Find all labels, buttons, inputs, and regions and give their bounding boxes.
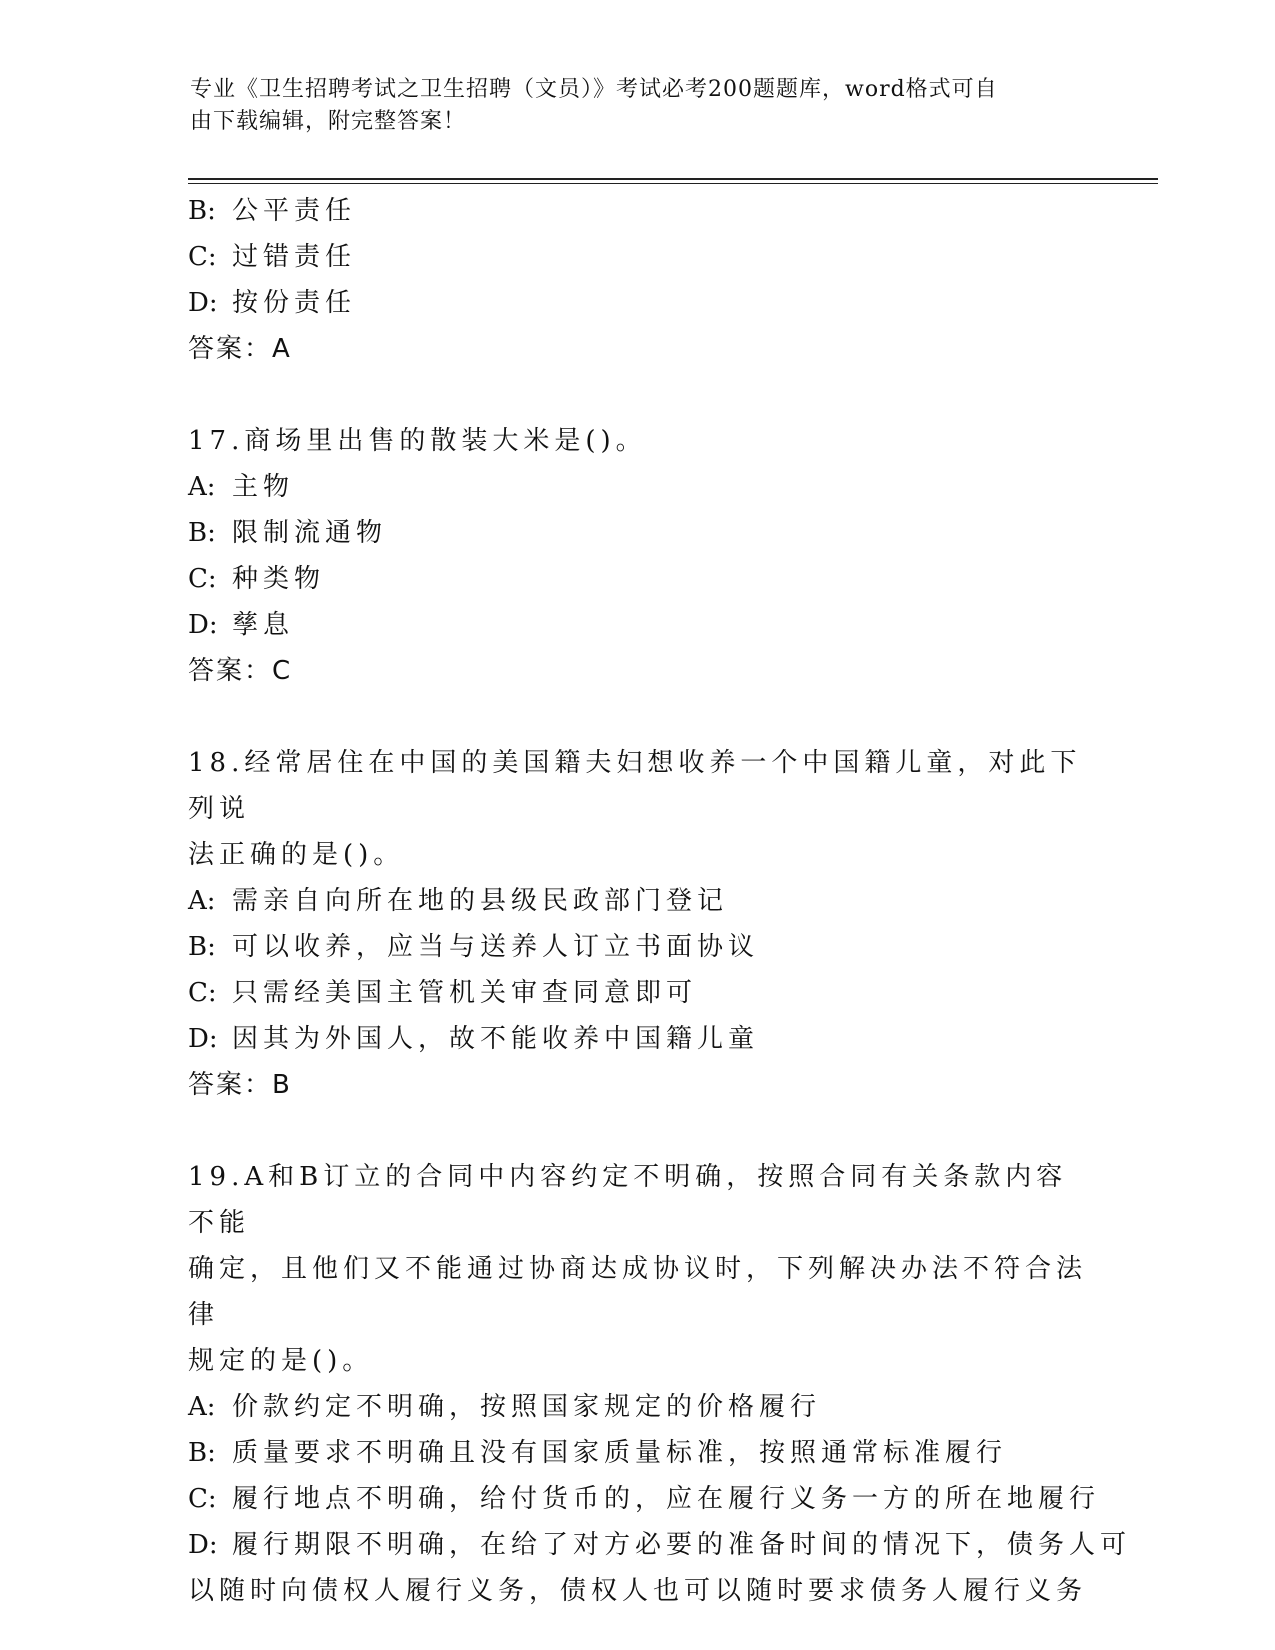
question-stem-line-1: 18.经常居住在中国的美国籍夫妇想收养一个中国籍儿童，对此下列说 [188,748,1082,824]
option-text: 可以收养，应当与送养人订立书面协议 [232,932,760,962]
page-header [190,74,1090,138]
option-d [188,1522,1132,1568]
option-d [188,1016,1088,1062]
option-text: 需亲自向所在地的县级民政部门登记 [232,886,729,916]
header-line-1: 专业《卫生招聘考试之卫生招聘（文员）》考试必考200题题库，word格式可自 [190,77,998,102]
option-c [188,1476,1101,1522]
option-label: B: [188,932,216,962]
option-c [188,970,1088,1016]
option-b [188,1430,1088,1476]
answer-line: 答案：A [188,334,292,364]
option-label: C: [188,1484,217,1514]
option-d [188,280,1088,326]
option-c [188,556,1088,602]
option-label: C: [188,242,217,272]
option-c [188,234,1088,280]
option-a [188,464,1088,510]
option-a [188,878,1088,924]
answer-line: 答案：C [188,656,293,686]
option-d-continued: 以随时向债权人履行义务，债权人也可以随时要求债务人履行义务 [188,1576,1088,1606]
option-text: 过错责任 [232,242,357,272]
option-label: B: [188,518,216,548]
option-label: D: [188,288,218,318]
option-label: D: [188,1530,218,1560]
option-b [188,510,1088,556]
option-text: 履行期限不明确，在给了对方必要的准备时间的情况下，债务人可 [232,1530,1132,1560]
question-stem-line-2: 确定，且他们又不能通过协商达成协议时，下列解决办法不符合法律 [188,1254,1088,1330]
question-17 [188,418,1088,694]
option-a [188,1384,1088,1430]
option-b [188,924,1088,970]
option-text: 质量要求不明确且没有国家质量标准，按照通常标准履行 [232,1438,1008,1468]
option-text: 因其为外国人，故不能收养中国籍儿童 [232,1024,760,1054]
option-d [188,602,1088,648]
option-label: B: [188,1438,216,1468]
header-divider-thick [188,178,1158,180]
option-label: C: [188,564,217,594]
option-label: A: [188,472,216,502]
question-16-continued [188,188,1088,372]
question-stem-line-2: 法正确的是()。 [188,840,405,870]
question-stem-line-1: 19.A和B订立的合同中内容约定不明确，按照合同有关条款内容不能 [188,1162,1068,1238]
option-label: C: [188,978,217,1008]
option-label: A: [188,1392,216,1422]
option-text: 限制流通物 [232,518,388,548]
option-text: 履行地点不明确，给付货币的，应在履行义务一方的所在地履行 [232,1484,1101,1514]
option-text: 公平责任 [232,196,357,226]
question-stem-line-3: 规定的是()。 [188,1346,374,1376]
question-18 [188,740,1088,1108]
question-19 [188,1154,1132,1614]
option-label: B: [188,196,216,226]
header-divider-thin [188,183,1158,184]
answer-line: 答案：B [188,1070,292,1100]
option-text: 孳息 [232,610,295,640]
option-b [188,188,1088,234]
option-text: 价款约定不明确，按照国家规定的价格履行 [232,1392,822,1422]
header-line-2: 由下载编辑，附完整答案！ [190,109,467,134]
question-stem: 17.商场里出售的散装大米是()。 [188,426,647,456]
document-body [188,188,1132,1614]
option-label: D: [188,610,218,640]
option-text: 只需经美国主管机关审查同意即可 [232,978,698,1008]
option-label: A: [188,886,216,916]
option-text: 主物 [232,472,295,502]
option-label: D: [188,1024,218,1054]
option-text: 种类物 [232,564,326,594]
option-text: 按份责任 [232,288,357,318]
